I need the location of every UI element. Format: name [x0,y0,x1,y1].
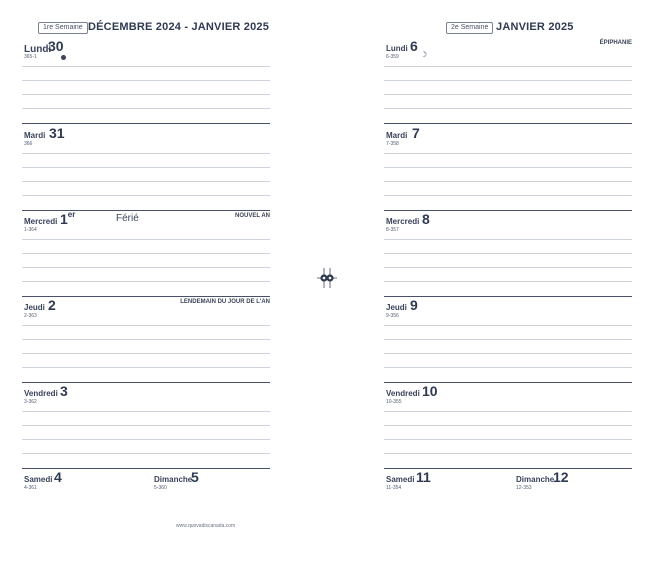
day-number: 11 [416,469,431,485]
day-number: 10 [422,383,438,399]
day-wednesday[interactable] [384,210,632,296]
day-event: ÉPIPHANIE [599,40,632,46]
day-name: Lundi [24,44,52,55]
day-friday[interactable] [22,382,270,468]
week-header [384,20,632,36]
day-name: Vendredi [24,389,58,398]
right-page [384,0,632,570]
day-number: 1er [60,210,76,227]
left-page [22,0,270,570]
day-monday[interactable] [384,37,632,123]
day-of-year: 7-358 [386,141,399,147]
day-name: Vendredi [386,389,420,398]
day-number: 7 [412,125,420,141]
day-number: 5 [191,469,199,485]
day-of-year: 3-362 [24,399,37,405]
day-name: Mardi [24,131,46,140]
day-number: 9 [410,297,418,313]
day-number: 12 [553,469,569,485]
day-of-year: 12-353 [516,485,532,491]
week-number-text: 1re Semaine [43,24,83,31]
day-number: 8 [422,211,430,227]
day-name: Jeudi [24,303,45,312]
day-of-year: 365-1 [24,54,37,60]
day-number: 31 [49,125,65,141]
day-sunday[interactable] [514,468,638,492]
day-of-year: 5-360 [154,485,167,491]
month-title: JANVIER 2025 [496,21,574,33]
day-friday[interactable] [384,382,632,468]
day-sunday[interactable] [152,468,276,492]
day-name: Dimanche [154,475,193,484]
crescent-moon-icon: ☽ [420,50,428,59]
day-of-year: 9-356 [386,313,399,319]
day-thursday[interactable] [384,296,632,382]
binder-ring-icon [315,266,339,290]
day-of-year: 11-354 [386,485,402,491]
day-monday[interactable] [22,37,270,123]
day-wednesday[interactable] [22,210,270,296]
full-moon-icon [61,55,66,60]
week-number-badge [446,22,493,34]
day-of-year: 366 [24,141,33,147]
day-name: Samedi [386,475,415,484]
day-number: 4 [54,469,62,485]
day-of-year: 6-359 [386,54,399,60]
weekend-row [384,468,632,498]
day-of-year: 1-364 [24,227,37,233]
day-number: 3 [60,383,68,399]
day-saturday[interactable] [384,468,508,492]
day-thursday[interactable] [22,296,270,382]
footer-url: www.quovadiscanada.com [176,523,236,529]
day-number: 6 [410,38,418,54]
day-number: 2 [48,297,56,313]
week-header [22,20,270,36]
day-name: Mardi [386,131,408,140]
day-event: LENDEMAIN DU JOUR DE L'AN [180,299,270,305]
holiday-label: Férié [116,213,139,224]
week-number-text: 2e Semaine [451,24,489,31]
day-name: Jeudi [386,303,407,312]
day-of-year: 2-363 [24,313,37,319]
day-of-year: 4-361 [24,485,37,491]
day-name: Lundi [386,44,408,53]
day-of-year: 8-357 [386,227,399,233]
day-name: Dimanche [516,475,555,484]
week-number-badge [38,22,88,34]
month-title: DÉCEMBRE 2024 - JANVIER 2025 [88,21,270,33]
day-name: Mercredi [24,217,58,226]
day-name: Mercredi [386,217,420,226]
day-saturday[interactable] [22,468,146,492]
day-number: 30 [48,38,64,54]
day-of-year: 10-355 [386,399,402,405]
day-tuesday[interactable] [384,124,632,210]
day-event: NOUVEL AN [234,213,270,219]
weekend-row [22,468,270,498]
day-name: Samedi [24,475,53,484]
day-tuesday[interactable] [22,124,270,210]
